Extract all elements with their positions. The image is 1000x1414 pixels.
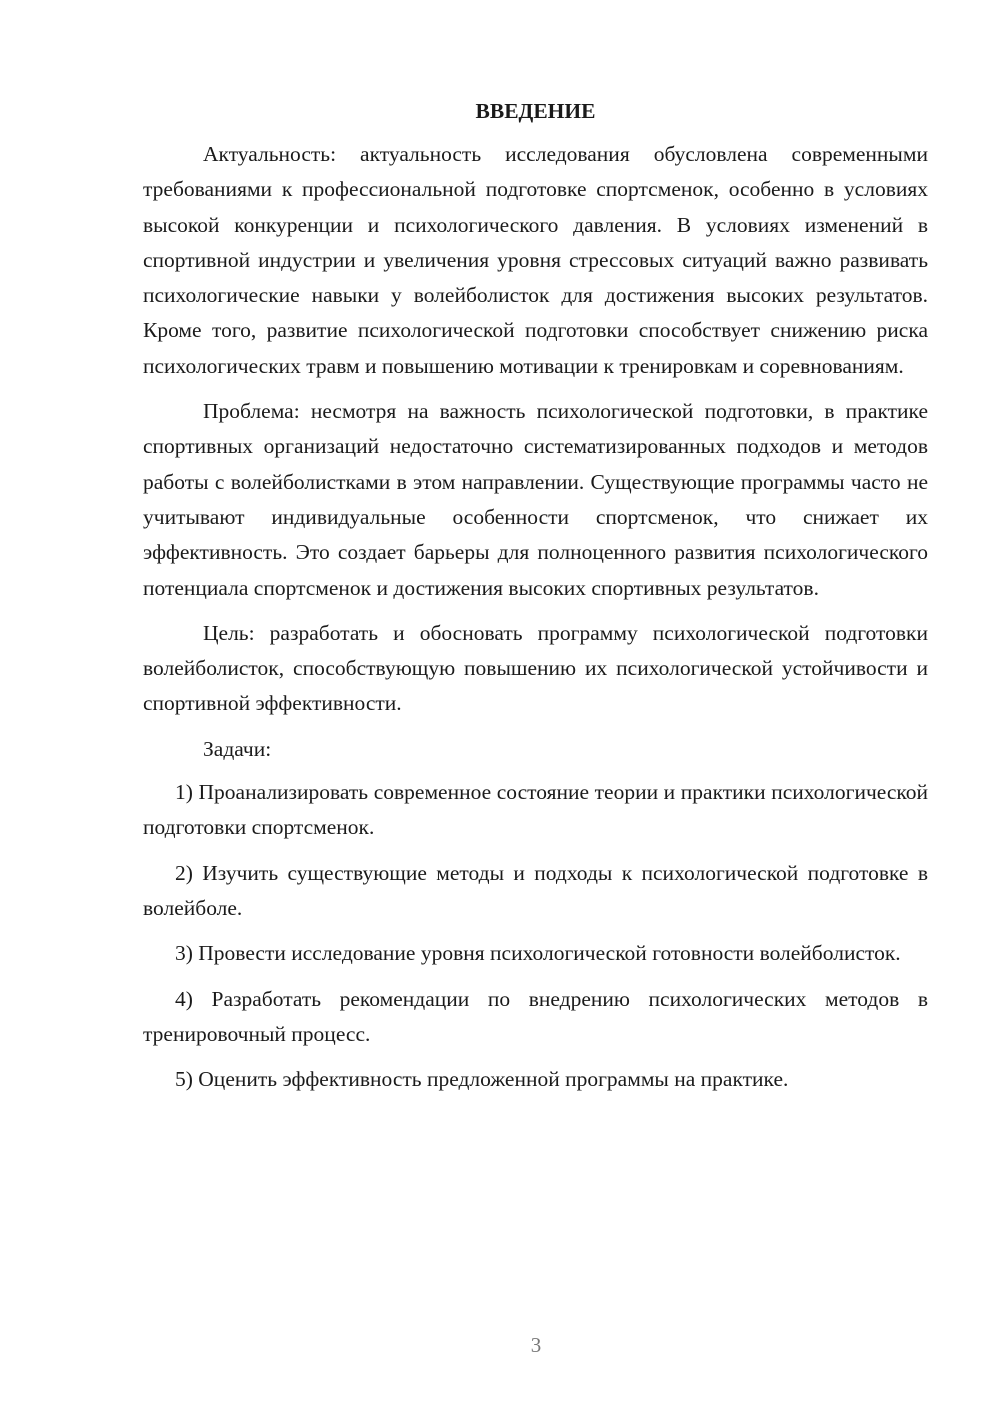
task-item-3: 3) Провести исследование уровня психологической готовности волейболисток. — [175, 941, 901, 966]
task-item-1: 1) Проанализировать современное состояние теории и практики психологической подготовки спортсменок. — [143, 780, 928, 840]
paragraph-tasks-heading: Задачи: — [203, 736, 272, 761]
paragraph-problem: Проблема: несмотря на важность психологической подготовки, в практике спортивных организаций недостаточно систематизированных подходов и методов работы с волейболистками в этом направлении. Существующие программы часто не учитывают индивидуальные особенности спортсменок, что снижает их эффективность. Это создает барьеры для полноценного развития психологического потенциала спортсменок и достижения высоких спортивных результатов. — [143, 399, 928, 600]
paragraph-goal: Цель: разработать и обосновать программу психологической подготовки волейболисток, способствующую повышению их психологической устойчивости и спортивной эффективности. — [143, 620, 928, 716]
task-item-2: 2) Изучить существующие методы и подходы к психологической подготовке в волейболе. — [143, 860, 928, 920]
task-item-4: 4) Разработать рекомендации по внедрению психологических методов в тренировочный процесс. — [143, 986, 928, 1046]
paragraph-relevance: Актуальность: актуальность исследования обусловлена современными требованиями к профессиональной подготовке спортсменок, особенно в условиях высокой конкуренции и психологического давления. В условиях изменений в спортивной индустрии и увеличения уровня стрессовых ситуаций важно развивать психологические навыки у волейболисток для достижения высоких результатов. Кроме того, развитие психологической подготовки способствует снижению риска психологических травм и повышению мотивации к тренировкам и соревнованиям. — [143, 142, 928, 378]
task-item-5: 5) Оценить эффективность предложенной программы на практике. — [175, 1067, 789, 1092]
page-number: 3 — [530, 1333, 542, 1357]
document-page — [143, 93, 928, 1097]
section-title: ВВЕДЕНИЕ — [475, 99, 596, 123]
